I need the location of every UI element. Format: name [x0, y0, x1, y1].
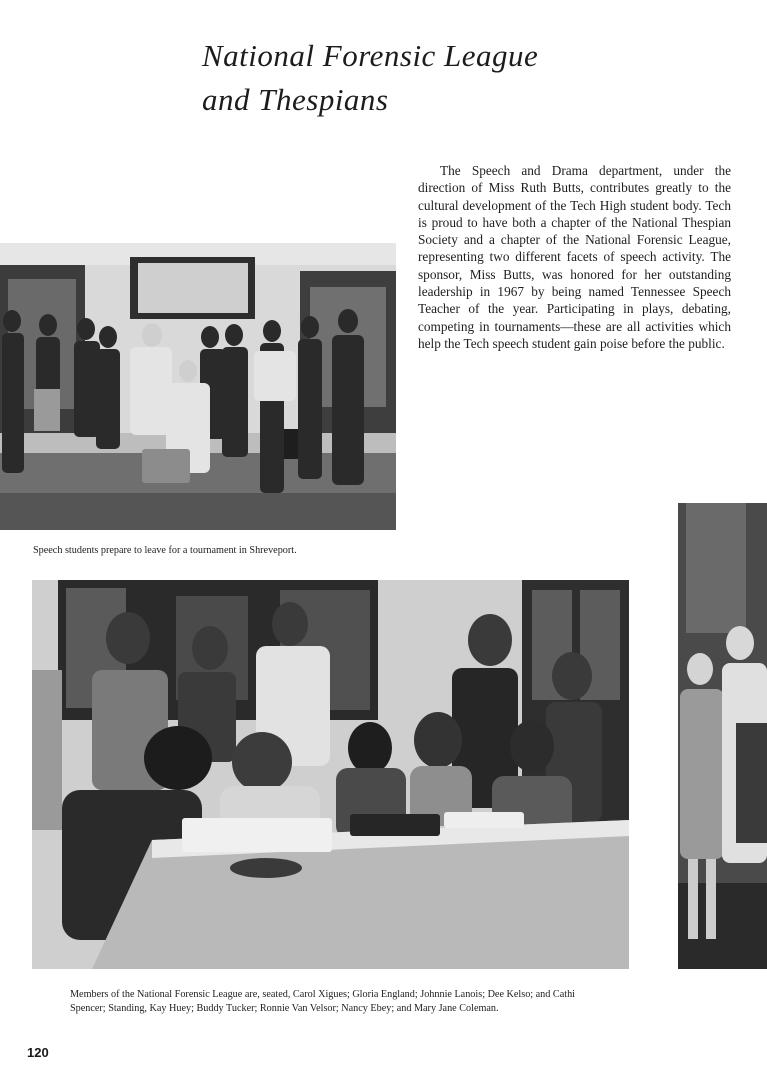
page-number: 120	[27, 1045, 49, 1060]
title-line-2: and Thespians	[202, 82, 389, 117]
photo-partial-students-right	[678, 503, 767, 969]
title-line-1: National Forensic League	[202, 38, 539, 73]
page-title	[202, 34, 622, 122]
photo-forensic-league-members	[32, 580, 629, 969]
photo-caption-1: Speech students prepare to leave for a tournament in Shreveport.	[33, 545, 297, 556]
photo-speech-students-hallway	[0, 243, 396, 530]
photo-caption-2: Members of the National Forensic League are, seated, Carol Xigues; Gloria England; Johnnie Lanois; Dee Kelso; and Cathi Spencer; Standing, Kay Huey; Buddy Tucker; Ronnie Van Velsor; Nancy Ebey; and Mary Jane Coleman.	[70, 989, 575, 1014]
body-paragraph: The Speech and Drama department, under the direction of Miss Ruth Butts, contributes greatly to the cultural development of the Tech High student body. Tech is proud to have both a chapter of the National Thespian Society and a chapter of the National Forensic League, representing two different facets of speech activity. The sponsor, Miss Butts, was honored for her outstanding leadership in 1967 by being named Tennessee Speech Teacher of the year. Participating in plays, debating, competing in tournaments—these are all activities which help the Tech speech student gain poise before the public.	[418, 163, 731, 351]
